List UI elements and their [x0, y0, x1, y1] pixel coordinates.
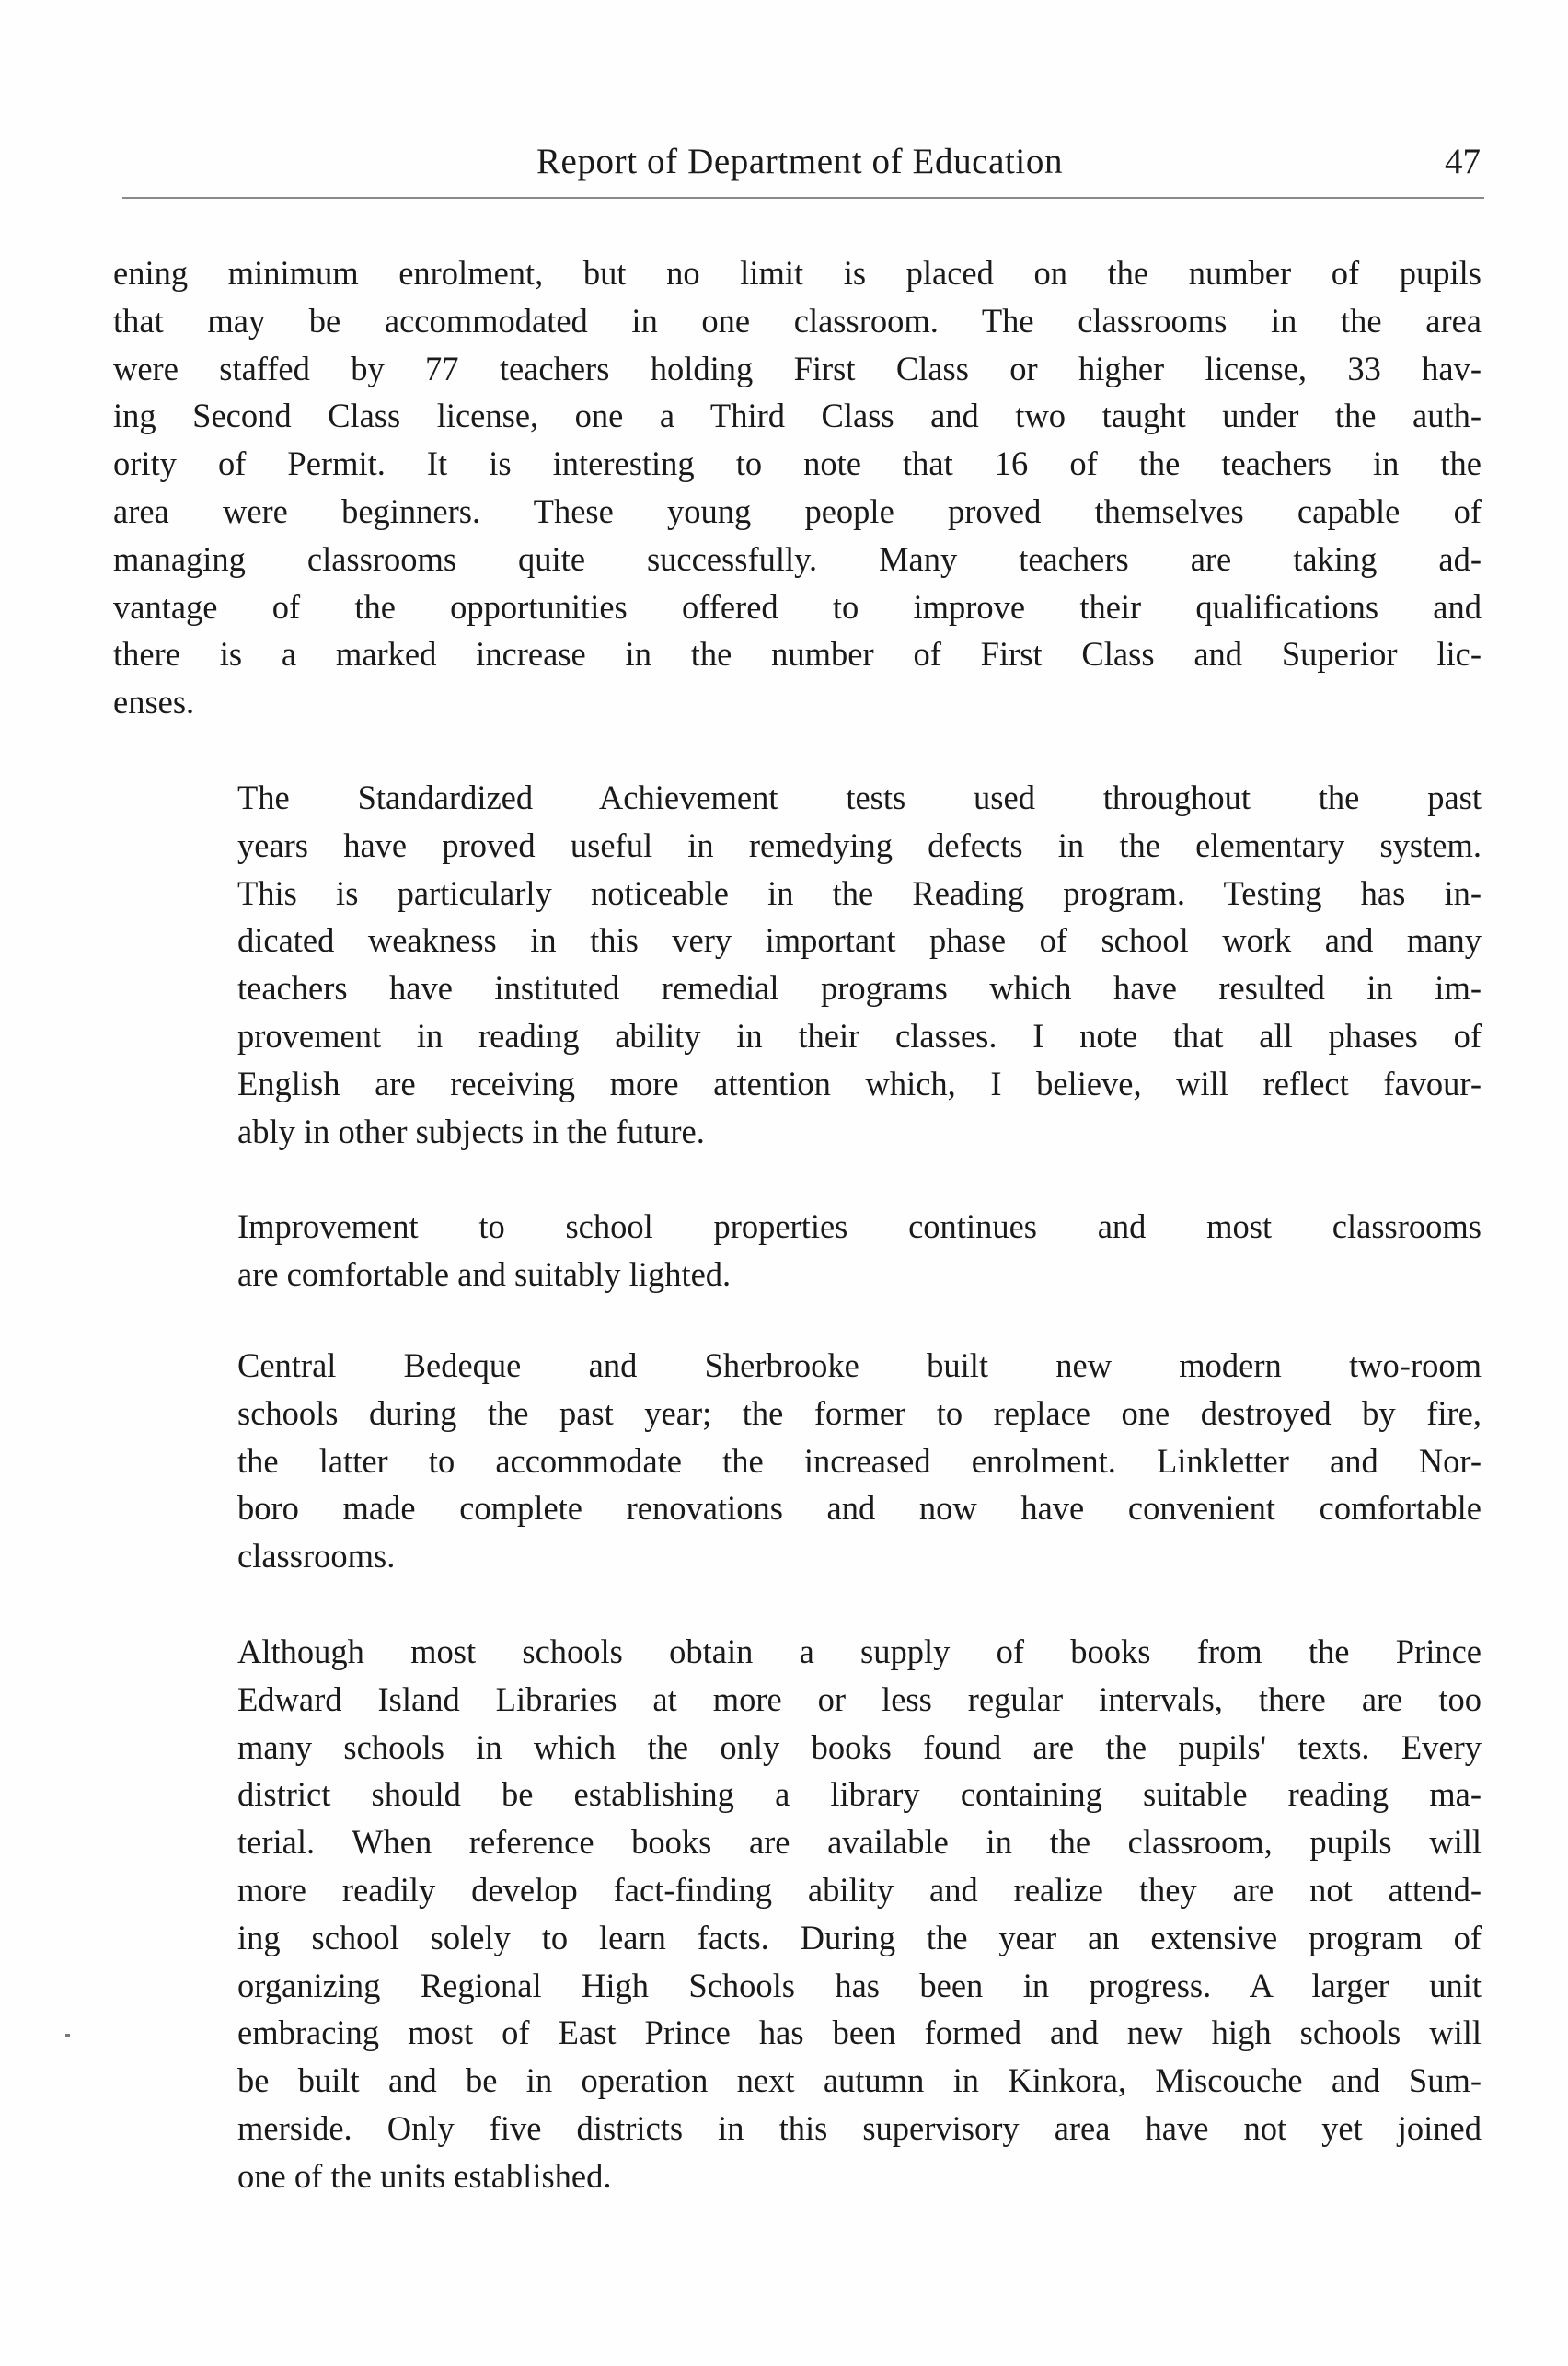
paragraph-libraries: [113, 1628, 1482, 2200]
text-line: enses.: [113, 683, 195, 721]
text-line: ing Second Class license, one a Third Class and two taught under the auth-: [113, 397, 1482, 435]
text-line: more readily develop fact-finding ability and realize they are not attend-: [237, 1870, 1482, 1909]
text-line: The Standardized Achievement tests used throughout the past: [237, 778, 1482, 816]
text-line: are comfortable and suitably lighted.: [237, 1255, 732, 1294]
running-header: [113, 132, 1486, 192]
paragraph-new-schools: [113, 1342, 1482, 1580]
text-line: district should be establishing a library containing suitable reading ma-: [237, 1775, 1482, 1814]
text-line: years have proved useful in remedying defects in the elementary system.: [237, 825, 1482, 864]
paragraph-teachers: [113, 249, 1482, 726]
text-line: area were beginners. These young people proved themselves capable of: [113, 491, 1482, 530]
body-text: [113, 249, 1482, 2199]
text-line: Central Bedeque and Sherbrooke built new modern two-room: [237, 1345, 1482, 1384]
margin-mark: [65, 2034, 70, 2037]
text-line: boro made complete renovations and now have convenient comfortable: [237, 1489, 1482, 1528]
text-line: terial. When reference books are available in the classroom, pupils will: [237, 1823, 1482, 1862]
text-line: there is a marked increase in the number of First Class and Superior lic-: [113, 635, 1482, 674]
text-line: ening minimum enrolment, but no limit is placed on the number of pupils: [113, 254, 1482, 292]
paragraph-school-properties: [113, 1203, 1482, 1298]
text-line: provement in reading ability in their classes. I note that all phases of: [237, 1016, 1482, 1055]
header-rule: [122, 197, 1484, 199]
text-line: teachers have instituted remedial programs which have resulted in im-: [237, 969, 1482, 1008]
text-line: organizing Regional High Schools has been in progress. A larger unit: [237, 1966, 1482, 2004]
text-line: one of the units established.: [237, 2156, 612, 2195]
text-line: dicated weakness in this very important phase of school work and many: [237, 921, 1482, 960]
text-line: were staffed by 77 teachers holding First Class or higher license, 33 hav-: [113, 349, 1482, 387]
text-line: classrooms.: [237, 1537, 396, 1575]
paragraph-achievement-tests: [113, 774, 1482, 1155]
running-title: Report of Department of Education: [536, 142, 1064, 181]
text-line: be built and be in operation next autumn in Kinkora, Miscouche and Sum-: [237, 2061, 1482, 2100]
text-line: managing classrooms quite successfully. Many teachers are taking ad-: [113, 539, 1482, 578]
text-line: the latter to accommodate the increased enrolment. Linkletter and Nor-: [237, 1441, 1482, 1480]
text-line: vantage of the opportunities offered to improve their qualifications and: [113, 587, 1482, 626]
text-line: ority of Permit. It is interesting to note that 16 of the teachers in the: [113, 444, 1482, 483]
text-line: embracing most of East Prince has been formed and new high schools will: [237, 2014, 1482, 2052]
text-line: merside. Only five districts in this supervisory area have not yet joined: [237, 2108, 1482, 2147]
text-line: ably in other subjects in the future.: [237, 1112, 705, 1150]
text-line: This is particularly noticeable in the Reading program. Testing has in-: [237, 873, 1482, 912]
page-number: 47: [1445, 142, 1481, 181]
text-line: Although most schools obtain a supply of books from the Prince: [237, 1632, 1482, 1670]
text-line: ing school solely to learn facts. During the year an extensive program of: [237, 1918, 1482, 1956]
text-line: Improvement to school properties continues and most classrooms: [237, 1207, 1482, 1246]
text-line: Edward Island Libraries at more or less regular intervals, there are too: [237, 1679, 1482, 1718]
text-line: English are receiving more attention which, I believe, will reflect favour-: [237, 1064, 1482, 1102]
text-line: that may be accommodated in one classroom. The classrooms in the area: [113, 301, 1482, 340]
text-line: schools during the past year; the former to replace one destroyed by fire,: [237, 1393, 1482, 1432]
text-line: many schools in which the only books found are the pupils' texts. Every: [237, 1727, 1482, 1766]
